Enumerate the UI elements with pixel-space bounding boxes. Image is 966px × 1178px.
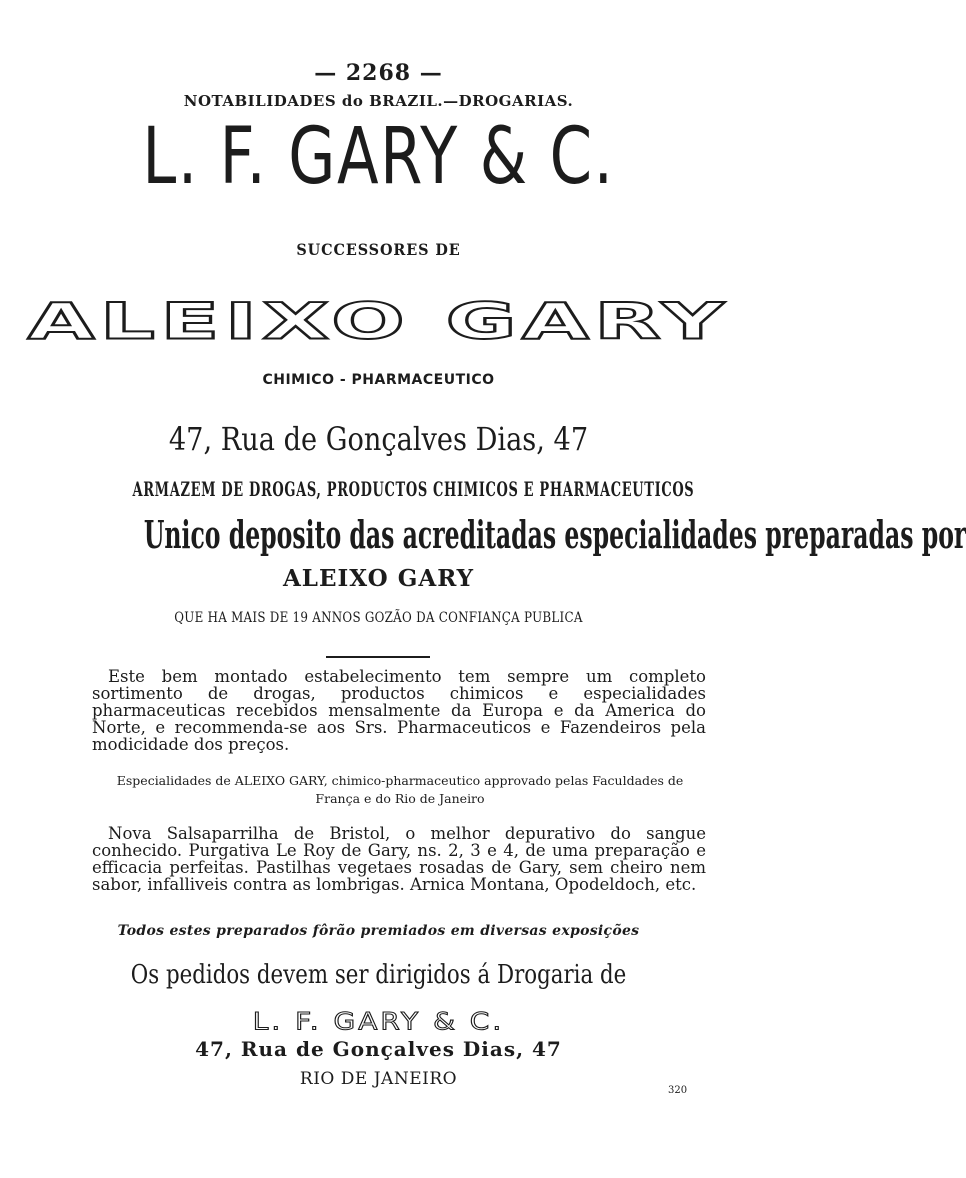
predecessor-name-heading: ALEIXO GARY (27, 293, 730, 351)
specialties-note (100, 770, 700, 806)
specialties-line-1: Especialidades de ALEIXO GARY, chimico-pharmaceutico approvado pelas Faculdades de (116, 773, 684, 788)
unique-depot-line: Unico deposito das acreditadas especialidades preparadas por (143, 512, 966, 557)
preparer-name: ALEIXO GARY (282, 565, 475, 592)
awards-line: Todos estes preparados fôrão premiados em diversas exposições (117, 923, 640, 939)
successors-label: SUCCESSORES DE (296, 240, 461, 259)
address-heading: 47, Rua de Gonçalves Dias, 47 (168, 420, 589, 458)
description-paragraph: Este bem montado estabelecimento tem sempre um completo sortimento de drogas, productos chimicos e especialidades pharmaceuticas recebidos mensalmente da Europa e da America do Norte, e recommenda-se aos Srs. Pharmaceuticos e Fazendeiros pela modicidade dos preços. (92, 667, 706, 754)
firm-name-heading: L. F. GARY & C. (142, 112, 615, 202)
specialties-line-2: França e do Rio de Janeiro (315, 791, 485, 806)
trust-line: QUE HA MAIS DE 19 ANNOS GOZÃO DA CONFIANÇA PUBLICA (174, 610, 583, 626)
divider-rule (326, 656, 430, 658)
address-footer: 47, Rua de Gonçalves Dias, 47 (195, 1037, 562, 1061)
firm-name-footer: L. F. GARY & C. (252, 1007, 505, 1036)
products-paragraph: Nova Salsaparrilha de Bristol, o melhor depurativo do sangue conhecido. Purgativa Le Roy de Gary, ns. 2, 3 e 4, de uma preparação e efficacia perfeitas. Pastilhas vegetaes rosadas de Gary, sem cheiro nem sabor, infalliveis contra as lombrigas. Arnica Montana, Opodeldoch, etc. (92, 824, 706, 894)
page-number: — 2268 — (314, 60, 443, 86)
orders-line: Os pedidos devem ser dirigidos á Drogaria de (130, 960, 627, 990)
series-title: NOTABILIDADES do BRAZIL.—DROGARIAS. (183, 92, 574, 110)
city-label: RIO DE JANEIRO (299, 1069, 458, 1089)
occupation-label: CHIMICO - PHARMACEUTICO (262, 372, 495, 388)
reference-mark: 320 (668, 1085, 688, 1096)
warehouse-line: ARMAZEM DE DROGAS, PRODUCTOS CHIMICOS E PHARMACEUTICOS (132, 477, 695, 501)
